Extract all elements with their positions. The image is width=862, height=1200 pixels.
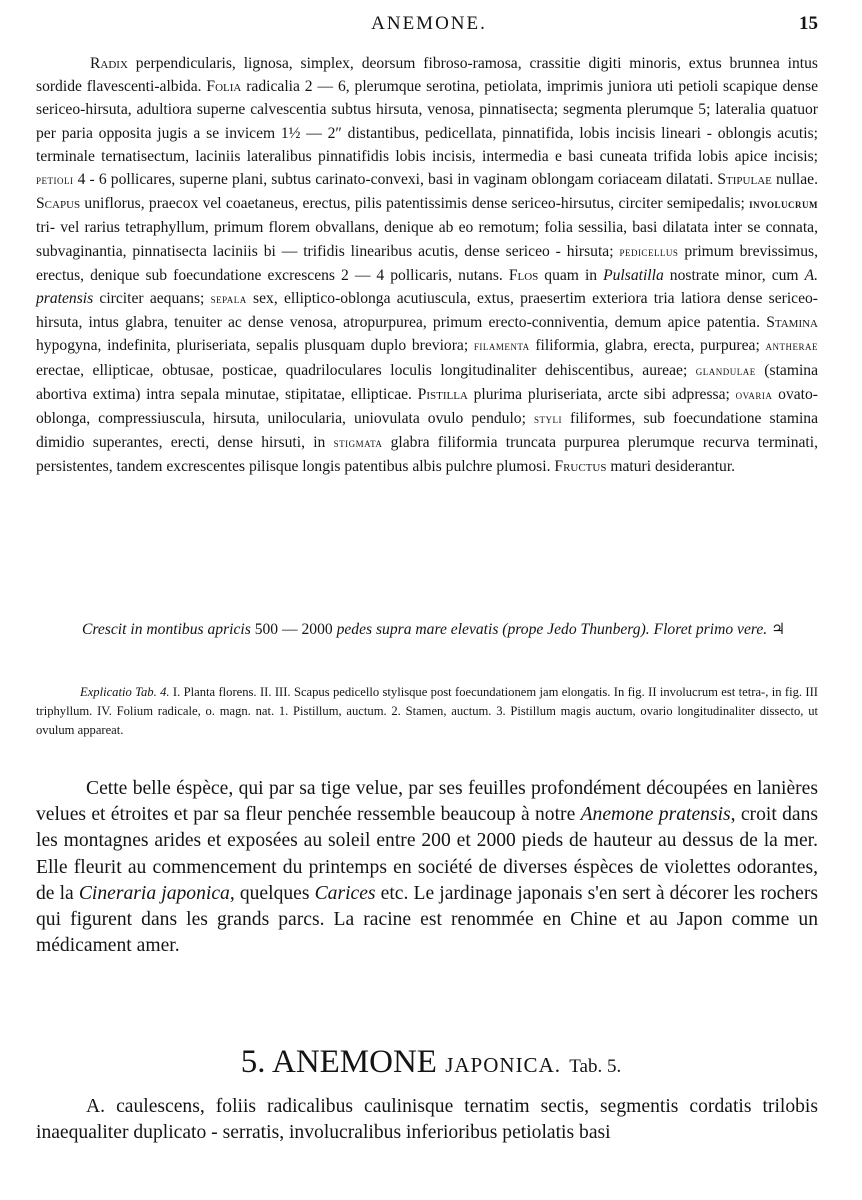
genus-name: ANEMONE (271, 1044, 437, 1080)
latin-text: plurima pluriseriata, arcte sibi adpressa; (467, 385, 736, 403)
latin-term: involucrum (749, 197, 818, 212)
latin-term: Scapus (36, 195, 81, 213)
latin-term: Flos (508, 266, 539, 284)
french-term: Cineraria japonica (78, 882, 230, 904)
species-epithet: JAPONICA. (445, 1053, 561, 1077)
french-term: Carices (314, 882, 376, 904)
latin-term: Pistilla (417, 385, 468, 403)
latin-text: primum brevissimus, erectus, denique sub foecundatione excrescens 2 — 4 pollicaris, nutans. (36, 242, 819, 284)
page-number: 15 (799, 13, 818, 34)
latin-text: quam in (538, 266, 604, 284)
latin-term: Folia (206, 78, 242, 96)
latin-text: glabra filiformia truncata purpurea plerumque recurva terminati, persistentes, tandem excrescentes pilisque longis patentibus albis pulchre plumosi. (36, 434, 818, 476)
plate-reference: Tab. 5. (569, 1056, 622, 1077)
latin-term: pedicellus (619, 244, 679, 259)
latin-term: A. pratensis (36, 266, 818, 308)
latin-term: glandulae (695, 363, 756, 378)
latin-text: nullae. (771, 171, 819, 189)
latin-term: Fructus (554, 458, 607, 476)
latin-text: filiformia, glabra, erecta, purpurea; (529, 337, 766, 355)
latin-text: 4 - 6 pollicares, superne plani, subtus carinato-convexi, basi in vaginam oblongam coriaceam dilatati. (73, 171, 718, 189)
habitat-note (36, 618, 818, 641)
species-number: 5. (240, 1044, 266, 1080)
latin-text: circiter aequans; (93, 290, 211, 308)
latin-text: erectae, ellipticae, obtusae, posticae, quadriloculares loculis longitudinaliter dehiscentibus, aureae; (36, 361, 696, 379)
latin-text: ovato-oblonga, compressiuscula, hirsuta, unilocularia, uniovulata ovulo pendulo; (36, 385, 818, 428)
latin-term: styli (533, 412, 562, 427)
latin-description (36, 52, 818, 479)
latin-text: tri- vel rarius tetraphyllum, primum florem obvallans, denique ab eo remotum; folia sessilia, basi dilatata inter se connata, subvaginantia, pinnatisecta laciniis bi — trifidis linearibus acutis, dense sericeo - hirsuta; (36, 219, 818, 260)
french-text: , quelques (229, 882, 315, 904)
explicatio-text: I. Planta florens. II. III. Scapus pedicello stylisque post foecundationem jam elongatis. In fig. II involucrum est tetra-, in fig. III triphyllum. IV. Folium radicale, o. magn. nat. 1. Pistillum, auctum. 2. Stamen, auctum. 3. Pistillum magis auctum, ovario longitudinaliter dissecto, ut ovulum appareat. (36, 685, 818, 738)
perennial-symbol: ♃ (771, 621, 786, 638)
species-heading (0, 1040, 862, 1089)
species-diagnosis: A. caulescens, foliis radicalibus caulinisque ternatim sectis, segmentis cordatis trilobis inaequaliter duplicato - serratis, involucralibus inferioribus petiolatis basi (36, 1096, 818, 1144)
latin-term: Stamina (766, 314, 818, 332)
french-text: Cette belle éspèce, qui par sa tige velue, par ses feuilles profondément découpées en lanières velues et étroites et par sa fleur penchée ressemble beaucoup à notre (36, 778, 818, 826)
habitat-text-a: Crescit in montibus apricis (82, 621, 255, 638)
latin-text: nostrate minor, cum (663, 266, 805, 284)
latin-term: stigmata (333, 436, 383, 451)
french-text: , croit dans les montagnes arides et exposées au soleil entre 200 et 2000 pieds de hauteur au dessus de la mer. Elle fleurit au commencement du printemps en société de diverses éspèces de violettes odorantes, de la (36, 804, 818, 904)
latin-term: Stipulae (717, 171, 772, 189)
latin-text: radicalia 2 — 6, plerumque serotina, petiolata, imprimis juniora uti petioli scapique dense sericeo-hirsuta, adultiora superne calvescentia subtus hirsuta, venosa, pinnatisecta; segmenta plerumque 5; lateralia quatuor per paria opposita jugis a se invicem 1½ — 2″ distantibus, pedicellata, pinnatifida, lobis incisis lineari - oblongis acutis; terminale ternatisectum, laciniis lateralibus pinnatifidis lobis incisis, intermedia e basi cuneata trifida lobis apice incisis; (36, 78, 818, 165)
latin-text: hypogyna, indefinita, pluriseriata, sepalis plusquam duplo breviora; (36, 337, 474, 355)
latin-term: ovaria (735, 387, 773, 402)
habitat-text-b: pedes supra mare elevatis (prope Jedo Thunberg). Floret primo vere. (332, 621, 772, 638)
latin-term: petioli (36, 173, 74, 188)
latin-term: Pulsatilla (603, 266, 664, 284)
habitat-altitude: 500 — 2000 (254, 621, 333, 638)
running-title: ANEMONE. (371, 13, 487, 34)
latin-text: sex, elliptico-oblonga acutiuscula, extus, praesertim exteriora tria latiora dense sericeo-hirsuta, intus glabra, tenuiter ac dense venosa, atropurpurea, primum erecto-conniventia, demum apice patentia. (36, 290, 818, 332)
plate-explanation (36, 683, 818, 741)
latin-text: perpendicularis, lignosa, simplex, deorsum fibroso-ramosa, crassitie digiti minoris, extus brunnea intus sordide flavescenti-albida. (36, 55, 818, 96)
latin-text: maturi desiderantur. (606, 458, 736, 476)
latin-text: uniflorus, praecox vel coaetaneus, erectus, pilis patentissimis dense sericeo-hirsutus, circiter semipedalis; (80, 195, 750, 213)
french-text: etc. Le jardinage japonais s'en sert à décorer les rochers qui figurent dans les grands parcs. La racine est renommée en Chine et au Japon comme un médicament amer. (36, 882, 818, 957)
french-description (36, 776, 818, 959)
latin-term: Radix (90, 55, 128, 72)
running-head (40, 10, 818, 38)
latin-term: sepala (210, 292, 247, 307)
latin-term: antherae (765, 339, 818, 354)
latin-text: filiformes, sub foecundatione stamina dimidio superantes, erecti, dense hirsuti, in (36, 410, 819, 452)
latin-term: filamenta (473, 339, 530, 354)
french-term: Anemone pratensis (580, 804, 731, 826)
latin-text: (stamina abortiva extima) intra sepala minutae, stipitatae, ellipticae. (36, 361, 818, 403)
explicatio-label: Explicatio Tab. 4. (80, 685, 170, 699)
